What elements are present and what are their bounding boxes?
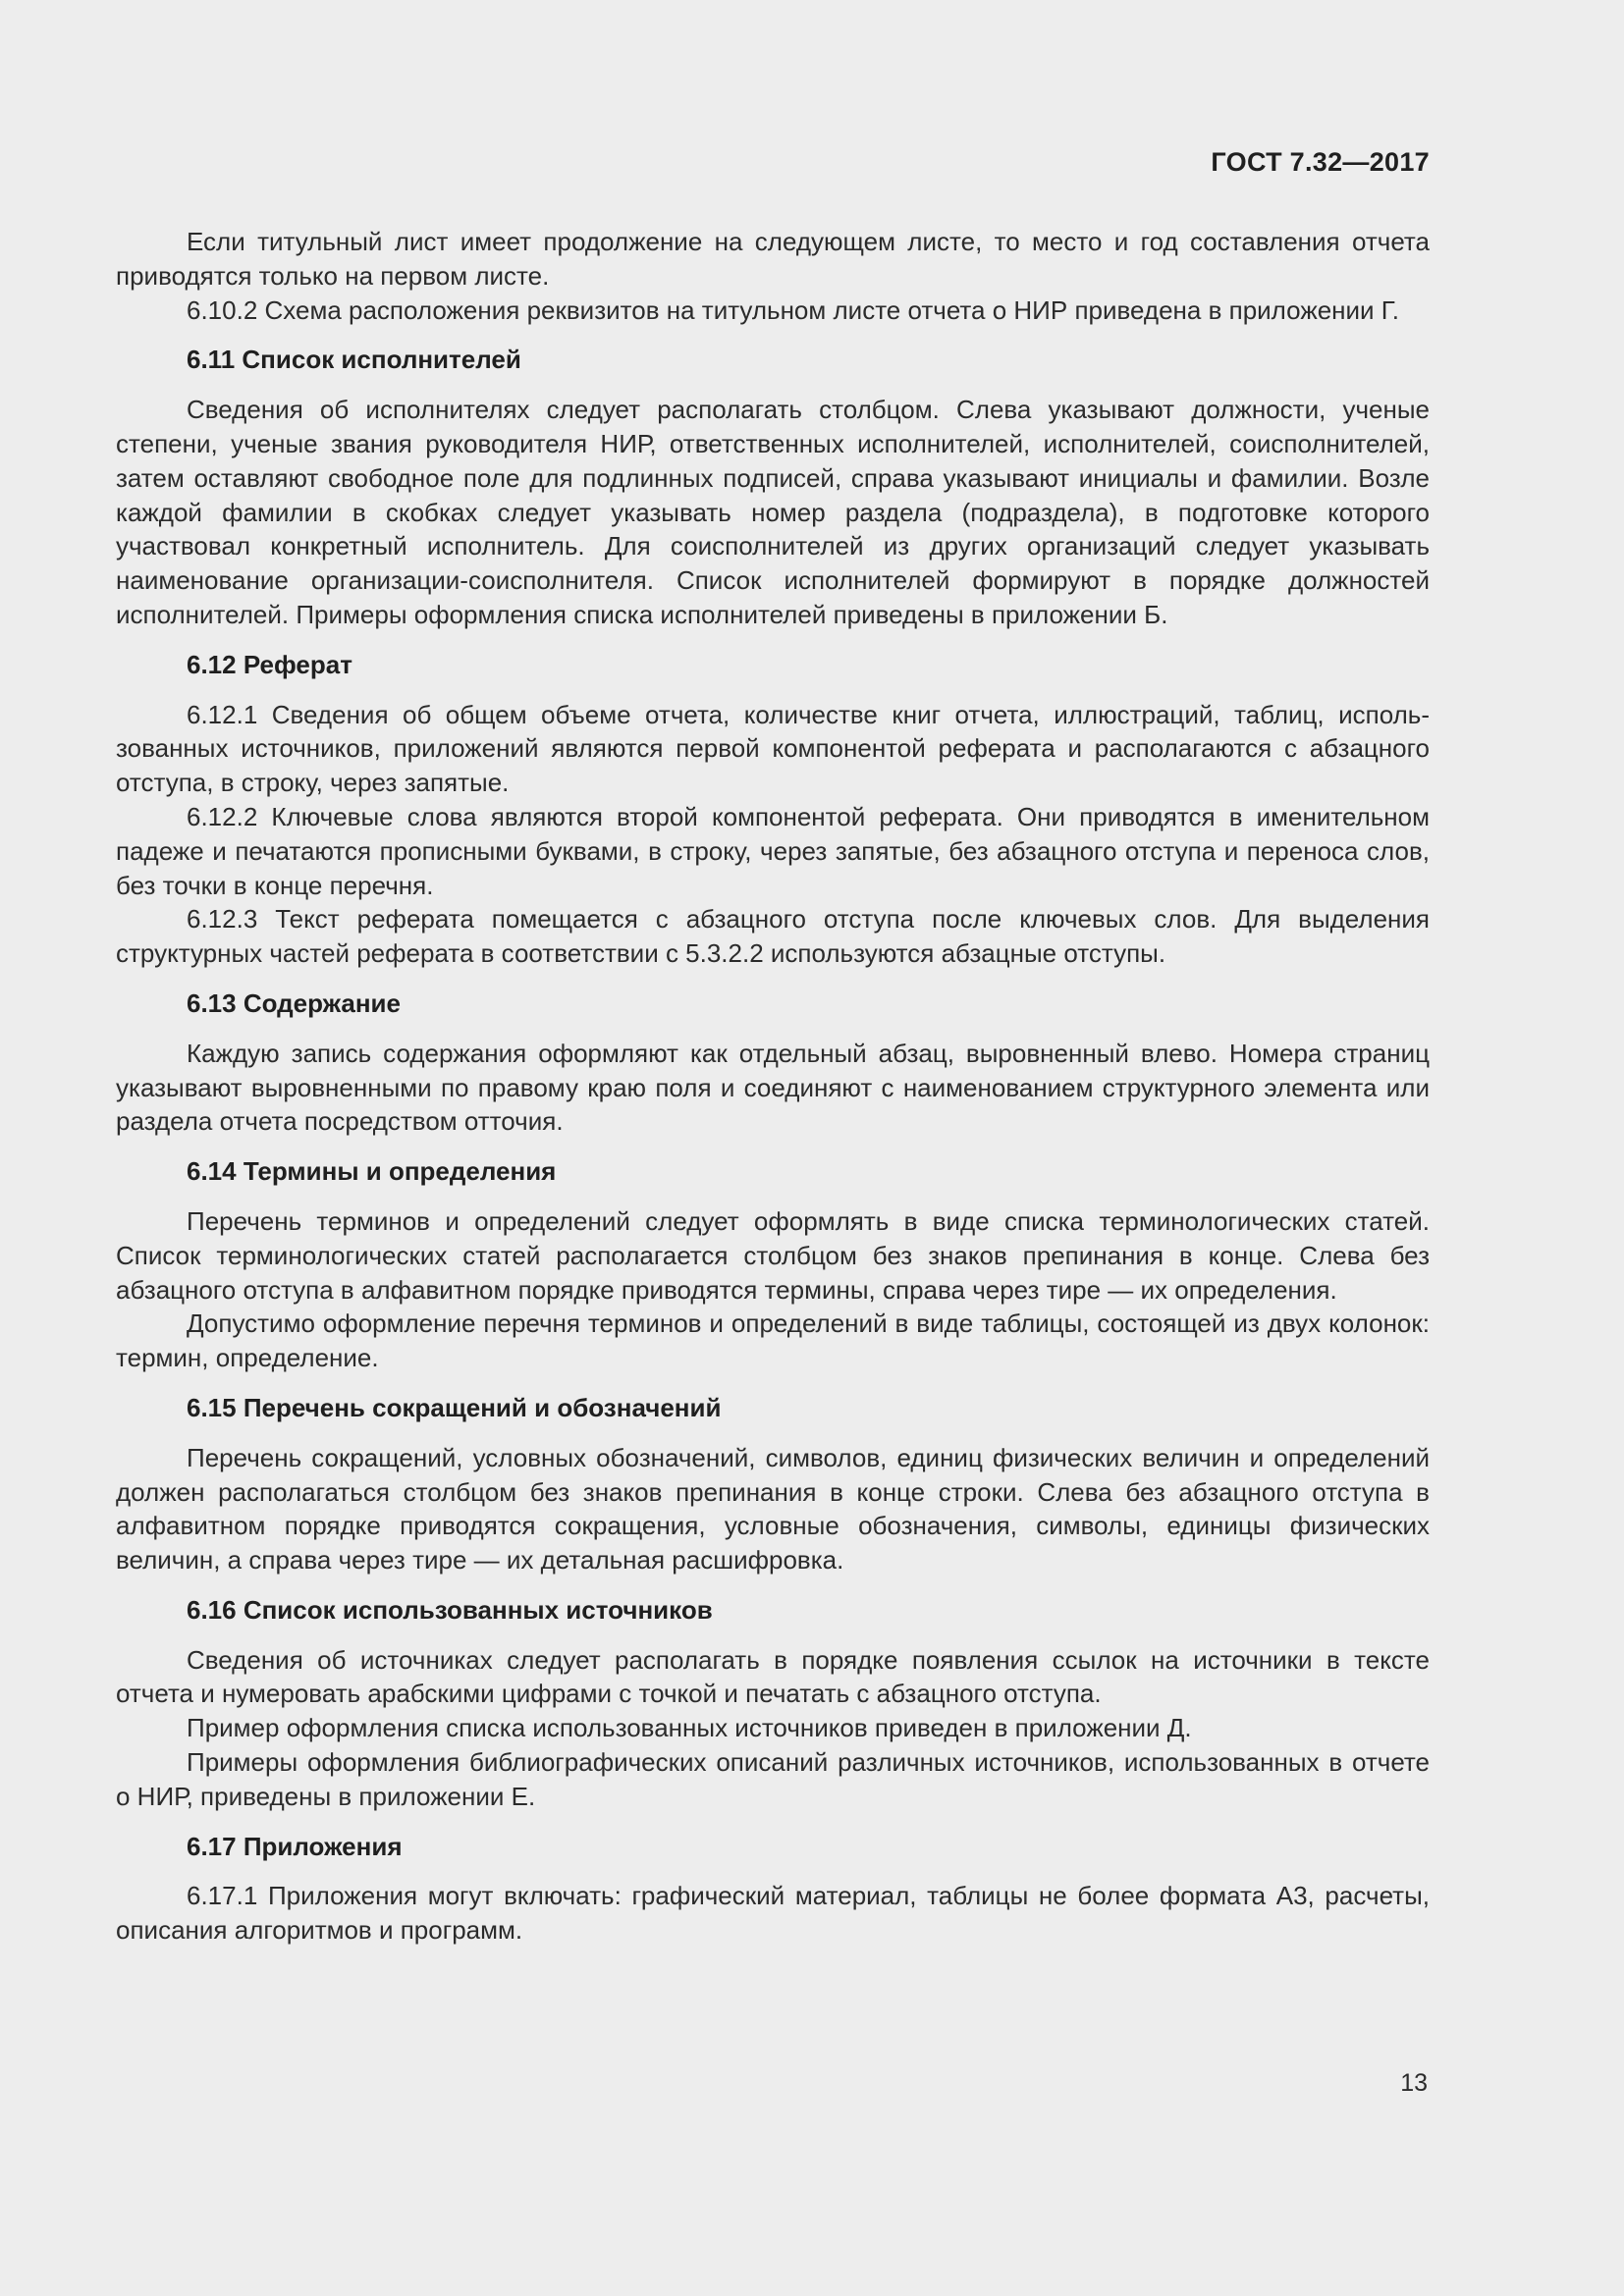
section-heading-6-16: 6.16 Список использованных источников bbox=[187, 1594, 713, 1625]
paragraph-6-12-2: 6.12.2 Ключевые слова являются второй компонентой реферата. Они приводятся в именительном падеже и печатаются прописными буквами, в строку, через запятые, без абзацного отступа и переноса слов, без точки в конце перечня. bbox=[116, 801, 1430, 900]
section-heading-6-12: 6.12 Реферат bbox=[187, 649, 352, 679]
paragraph-bibliographic-examples: Примеры оформления библиографических описаний различных источников, использованных в отчете о НИР, приведены в приложении Е. bbox=[116, 1747, 1430, 1811]
section-heading-6-14: 6.14 Термины и определения bbox=[187, 1156, 557, 1187]
paragraph-terms-list: Перечень терминов и определений следует оформлять в виде списка терминологических статей. Список терминологических статей располагается столбцом без знаков препинания в конце. Слева без абзацного отступа в алфавитном порядке приводятся термины, справа через тире — их определения. bbox=[116, 1205, 1430, 1305]
document-code-header: ГОСТ 7.32—2017 bbox=[1211, 147, 1430, 177]
page-body bbox=[116, 225, 1430, 1948]
section-heading-6-11: 6.11 Список исполнителей bbox=[187, 345, 521, 375]
page-number: 13 bbox=[1400, 2069, 1428, 2097]
paragraph-6-12-1: 6.12.1 Сведения об общем объеме отчета, количестве книг отчета, иллюстраций, таблиц, использованных источников, приложений являются первой компонентой реферата и располагаются с абзацного отступа, в строку, через запятые. bbox=[116, 699, 1430, 798]
paragraph-contents: Каждую запись содержания оформляют как отдельный абзац, выровненный влево. Номера страниц указывают выровненными по правому краю поля и соединяют с наименованием структурного элемента или раздела отчета посредством отточия. bbox=[116, 1038, 1430, 1137]
section-heading-6-13: 6.13 Содержание bbox=[187, 988, 402, 1018]
paragraph-terms-table: Допустимо оформление перечня терминов и определений в виде таблицы, состоящей из двух колонок: термин, определение. bbox=[116, 1308, 1430, 1373]
paragraph-title-page-continuation: Если титульный лист имеет продолжение на следующем листе, то место и год составления отчета приводятся только на первом листе. bbox=[116, 227, 1430, 291]
paragraph-6-10-2: 6.10.2 Схема расположения реквизитов на титульном листе отчета о НИР приведена в приложении Г. bbox=[187, 294, 1399, 325]
paragraph-sources-order: Сведения об источниках следует располагать в порядке появления ссылок на источники в тексте отчета и нумеровать арабскими цифрами с точкой и печатать с абзацного отступа. bbox=[116, 1644, 1430, 1709]
paragraph-6-17-1: 6.17.1 Приложения могут включать: графический материал, таблицы не более формата А3, расчеты, описания алгоритмов и программ. bbox=[116, 1881, 1430, 1946]
section-heading-6-17: 6.17 Приложения bbox=[187, 1831, 403, 1861]
section-heading-6-15: 6.15 Перечень сокращений и обозначений bbox=[187, 1392, 722, 1422]
paragraph-abbreviations: Перечень сокращений, условных обозначений, символов, единиц физических величин и определений должен располагаться столбцом без знаков препинания в конце строки. Слева без абзацного отступа в алфавитном порядке приводятся сокращения, условные обозначения, символы, единицы физических величин, а справа через тире — их детальная расшифровка. bbox=[116, 1442, 1430, 1575]
paragraph-6-12-3: 6.12.3 Текст реферата помещается с абзацного отступа после ключевых слов. Для выделения структурных частей реферата в соответствии с 5.3.2.2 используются абзацные отступы. bbox=[116, 904, 1430, 969]
paragraph-sources-example: Пример оформления списка использованных источников приведен в приложении Д. bbox=[187, 1713, 1192, 1743]
paragraph-executors-list: Сведения об исполнителях следует располагать столбцом. Слева указывают должности, ученые степени, ученые звания руководителя НИР, ответственных исполнителей, исполнителей, соисполнителей, затем оставляют свободное поле для подлинных подписей, справа указывают инициалы и фамилии. Возле каждой фамилии в скобках следует указывать номер раздела (подраздела), в подготовке которого участвовал конкретный исполнитель. Для соисполнителей из других организаций следует указывать наименование организации-соисполнителя. Список исполнителей формируют в порядке должностей исполнителей. Примеры оформления списка исполнителей приведены в приложении Б. bbox=[116, 395, 1430, 629]
